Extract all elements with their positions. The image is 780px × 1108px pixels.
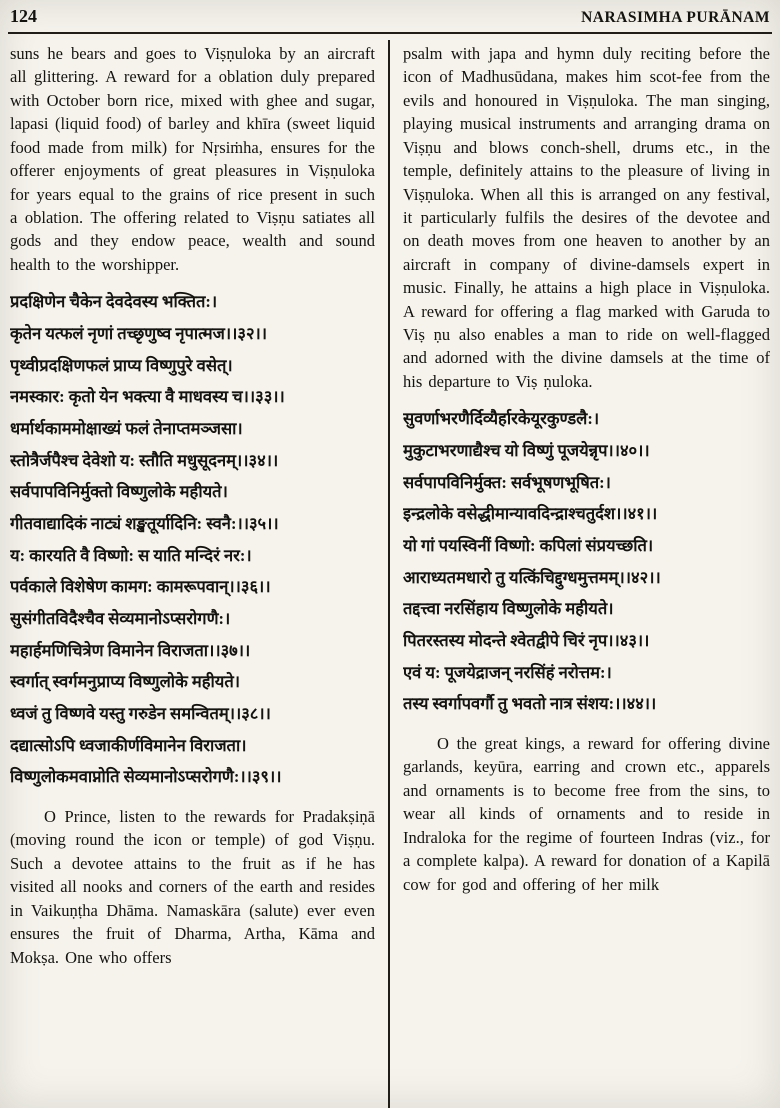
- verse-line: तद्दत्त्वा नरसिंहाय विष्णुलोके महीयते।: [403, 599, 614, 619]
- verse-line: स्वर्गात् स्वर्गमनुप्राप्य विष्णुलोके महीयते।: [10, 672, 240, 692]
- verse-line: कृतेन यत्फलं नृणां तच्छृणुष्व नृपात्मज।।३२।।: [10, 323, 268, 343]
- verse-line: स्तोत्रैर्जपैश्च देवेशो य: स्तौति मधुसूदनम्।।३४।।: [10, 450, 279, 470]
- verse-line: प्रदक्षिणेन चैकेन देवदेवस्य भक्तित:।: [10, 292, 218, 312]
- verse-line: गीतवाद्यादिकं नाट्यं शङ्खतूर्यादिनि: स्वनै:।।३५।।: [10, 513, 279, 533]
- paragraph-continuation: psalm with japa and hymn duly reciting before the icon of Madhusūdana, makes him scot-fee from the evils and honoured in Viṣṇuloka. The man singing, playing musical instruments and arranging drama on Viṣṇu and blows conch-shell, drums etc., in the temple, definitely attains to the pleasure of living in Viṣṇuloka. When all this is arranged on any festival, it particularly fulfils the desires of the devotee and on death moves from one heaven to another by an aircraft in company of divine-damsels expert in music. Finally, he attains a high place in Viṣṇuloka. A reward for offering a flag marked with Garuda to Viṣ ṇu also enables a man to ride on well-flagged and adorned with the divine damsels at the time of his departure to Viṣ ṇuloka.: [403, 44, 770, 391]
- verse-line: इन्द्रलोके वसेद्धीमान्यावदिन्द्राश्चतुर्दश।।४१।।: [403, 504, 658, 524]
- verse-line: यो गां पयस्विनीं विष्णो: कपिलां संप्रयच्छति।: [403, 536, 654, 556]
- left-column: [8, 40, 390, 1108]
- verse-line: दद्यात्सोऽपि ध्वजाकीर्णविमानेन विराजता।: [10, 735, 247, 755]
- verse-line: आराध्यतमधारो तु यत्किंचिद्दुग्धमुत्तमम्।।४२।।: [403, 567, 661, 587]
- paragraph: O the great kings, a reward for offering divine garlands, keyūra, earring and crown etc., apparels and ornaments is to become free from the sins, to wear all kinds of ornaments and to reside in Indraloka for the regime of fourteen Indras (viz., for a complete kalpa). A reward for donation of a Kapilā cow for god and offering of her milk: [403, 734, 770, 894]
- verse-line: तस्य स्वर्गापवर्गौ तु भवतो नात्र संशय:।।४४।।: [403, 694, 657, 714]
- verse-line: सर्वपापविनिर्मुक्तो विष्णुलोके महीयते।: [10, 482, 228, 502]
- verse-line: महार्हमणिचित्रेण विमानेन विराजता।।३७।।: [10, 640, 251, 660]
- paragraph: O Prince, listen to the rewards for Pradakṣiṇā (moving round the icon or temple) of god Viṣṇu. Such a devotee attains to the fruit as if he has visited all nooks and corners of the earth and resides in Vaikuṇṭha Dhāma. Namaskāra (salute) ever even ensures the fruit of Dharma, Artha, Kāma and Mokṣa. One who offers: [10, 806, 375, 967]
- paragraph-continuation: suns he bears and goes to Viṣṇuloka by an aircraft all glittering. A reward for a oblation duly prepared with October born rice, mixed with ghee and sugar, lapasi (liquid food) of barley and khīra (sweet liquid food made from milk) for Nṛsiṁha, ensures for the offerer enjoyments of great pleasures in Viṣṇuloka for years equal to the grains of rice present in such a oblation. The offering related to Viṣṇu satiates all gods and they endow peace, wealth and sound health to the worshipper.: [10, 44, 375, 274]
- verse-line: पृथ्वीप्रदक्षिणफलं प्राप्य विष्णुपुरे वसेत्।: [10, 355, 233, 375]
- text-columns: [8, 40, 772, 1108]
- verse-line: विष्णुलोकमवाप्नोति सेव्यमानोऽप्सरोगणै:।।३९।।: [10, 767, 282, 787]
- sanskrit-verse-block: [403, 403, 770, 720]
- verse-line: एवं य: पूजयेद्राजन् नरसिंहं नरोत्तम:।: [403, 662, 612, 682]
- verse-line: सुसंगीतविदैश्चैव सेव्यमानोऽप्सरोगणै:।: [10, 608, 231, 628]
- verse-line: य: कारयति वै विष्णो: स याति मन्दिरं नर:।: [10, 545, 252, 565]
- header-rule-divider: [8, 32, 772, 34]
- verse-line: नमस्कार: कृतो येन भक्त्या वै माधवस्य च।।३३।।: [10, 387, 285, 407]
- verse-line: मुकुटाभरणाद्यैश्च यो विष्णुं पूजयेन्नृप।।४०।।: [403, 441, 650, 460]
- sanskrit-verse-block: [10, 286, 375, 793]
- verse-line: पितरस्तस्य मोदन्ते श्वेतद्वीपे चिरं नृप।।४३।।: [403, 631, 650, 651]
- verse-line: सर्वपापविनिर्मुक्त: सर्वभूषणभूषित:।: [403, 472, 611, 492]
- verse-line: पर्वकाले विशेषेण कामग: कामरूपवान्।।३६।।: [10, 577, 271, 597]
- book-title: NARASIMHA PURĀNAM: [581, 9, 770, 26]
- verse-line: धर्मार्थकाममोक्षाख्यं फलं तेनाप्तमञ्जसा।: [10, 418, 243, 438]
- right-column: [390, 40, 772, 1108]
- verse-line: सुवर्णाभरणैर्दिव्यैर्हारकेयूरकुण्डलै:।: [403, 409, 600, 429]
- page-number: 124: [10, 6, 37, 26]
- verse-line: ध्वजं तु विष्णवे यस्तु गरुडेन समन्वितम्।।३८।।: [10, 703, 271, 723]
- page-header: [8, 4, 772, 32]
